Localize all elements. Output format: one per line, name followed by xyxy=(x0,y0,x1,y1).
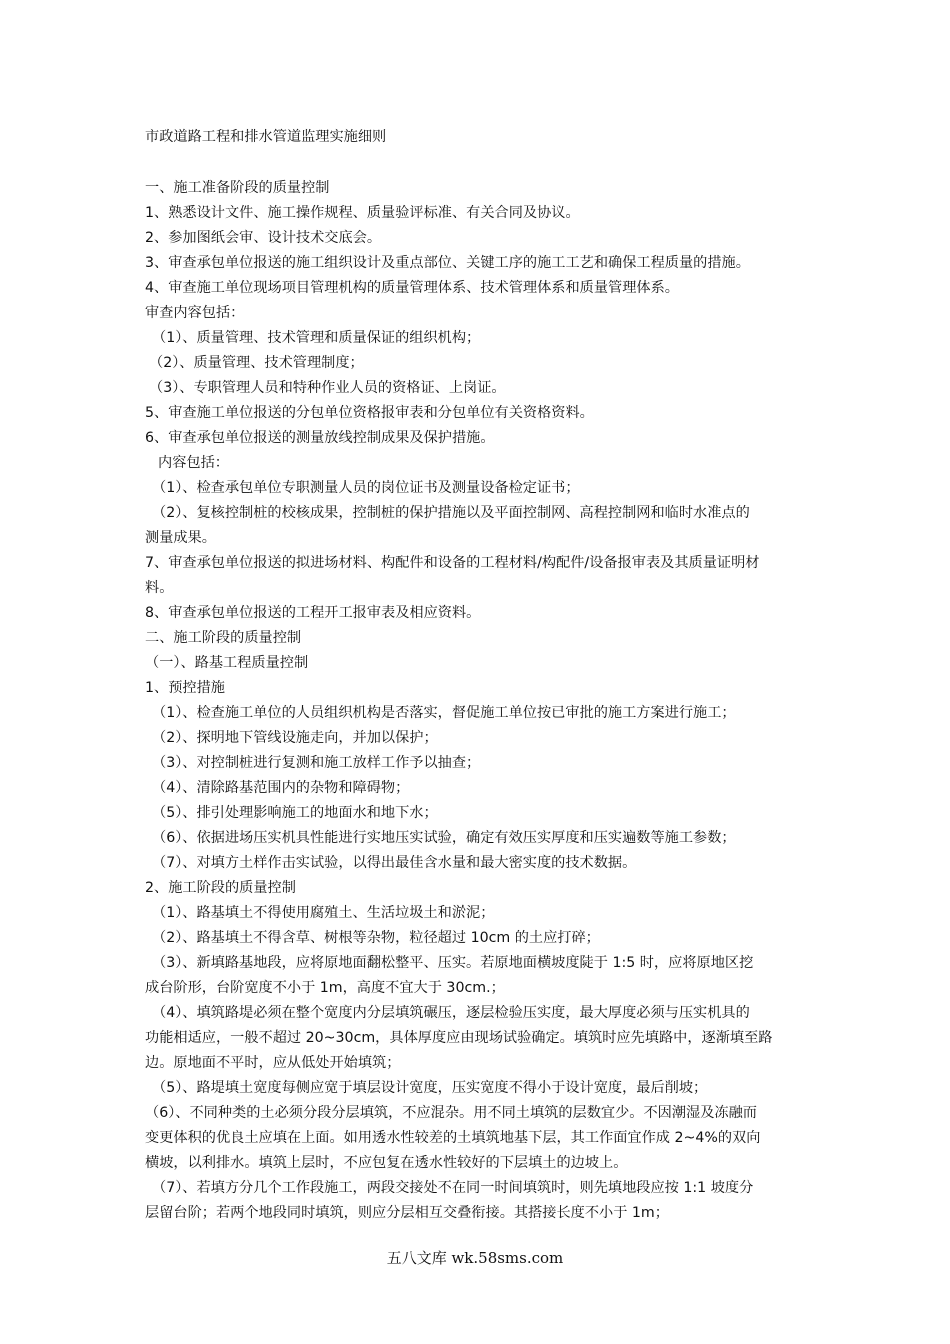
text-line: （5）、路堤填土宽度每侧应宽于填层设计宽度，压实宽度不得小于设计宽度，最后削坡； xyxy=(152,1080,708,1096)
document-title: 市政道路工程和排水管道监理实施细则 xyxy=(145,129,387,145)
text-line: 7、审查承包单位报送的拟进场材料、构配件和设备的工程材料/构配件/设备报审表及其质量证明材 xyxy=(145,555,760,571)
text-line: 变更体积的优良土应填在上面。如用透水性较差的土填筑地基下层，其工作面宜作成 2~4%的双向 xyxy=(145,1130,761,1146)
text-line: 成台阶形，台阶宽度不小于 1m，高度不宜大于 30cm.； xyxy=(145,980,505,996)
text-line: （4）、填筑路堤必须在整个宽度内分层填筑碾压，逐层检验压实度，最大厚度必须与压实机具的 xyxy=(152,1005,750,1021)
text-line: （7）、对填方土样作击实试验，以得出最佳含水量和最大密实度的技术数据。 xyxy=(152,855,637,871)
text-line: 3、审查承包单位报送的施工组织设计及重点部位、关键工序的施工工艺和确保工程质量的措施。 xyxy=(145,255,750,271)
text-line: （1）、路基填土不得使用腐殖土、生活垃圾土和淤泥； xyxy=(152,905,495,921)
text-line: 一、施工准备阶段的质量控制 xyxy=(145,180,330,196)
text-line: 审查内容包括： xyxy=(145,305,245,321)
text-line: 测量成果。 xyxy=(145,530,216,546)
text-line: 6、审查承包单位报送的测量放线控制成果及保护措施。 xyxy=(145,430,495,446)
text-line: 8、审查承包单位报送的工程开工报审表及相应资料。 xyxy=(145,605,481,621)
text-line: （1）、质量管理、技术管理和质量保证的组织机构； xyxy=(152,330,481,346)
text-line: 2、参加图纸会审、设计技术交底会。 xyxy=(145,230,382,246)
text-line: 横坡，以利排水。填筑上层时，不应包复在透水性较好的下层填土的边坡上。 xyxy=(145,1155,628,1171)
text-line: 1、熟悉设计文件、施工操作规程、质量验评标准、有关合同及协议。 xyxy=(145,205,580,221)
text-line: 二、施工阶段的质量控制 xyxy=(145,630,302,646)
text-line: （6）、依据进场压实机具性能进行实地压实试验，确定有效压实厚度和压实遍数等施工参数； xyxy=(152,830,736,846)
text-line: （7）、若填方分几个工作段施工，两段交接处不在同一时间填筑时，则先填地段应按 1:1 坡度分 xyxy=(152,1180,754,1196)
footer-watermark: 五八文库 wk.58sms.com xyxy=(386,1249,564,1267)
text-line: 料。 xyxy=(145,580,174,596)
text-line: 4、审查施工单位现场项目管理机构的质量管理体系、技术管理体系和质量管理体系。 xyxy=(145,280,679,296)
text-line: （1）、检查承包单位专职测量人员的岗位证书及测量设备检定证书； xyxy=(152,480,580,496)
text-line: 层留台阶；若两个地段同时填筑，则应分层相互交叠衔接。其搭接长度不小于 1m； xyxy=(145,1205,669,1221)
text-line: （2）、路基填土不得含草、树根等杂物，粒径超过 10cm 的土应打碎； xyxy=(152,930,600,946)
text-line: 内容包括： xyxy=(158,455,229,471)
text-line: （2）、探明地下管线设施走向，并加以保护； xyxy=(152,730,438,746)
text-line: （6）、不同种类的土必须分段分层填筑，不应混杂。用不同土填筑的层数宜少。不因潮湿及冻融而 xyxy=(145,1105,757,1121)
text-line: （1）、检查施工单位的人员组织机构是否落实，督促施工单位按已审批的施工方案进行施工； xyxy=(152,705,736,721)
text-line: （3）、专职管理人员和特种作业人员的资格证、上岗证。 xyxy=(149,380,506,396)
text-line: 功能相适应，一般不超过 20~30cm，具体厚度应由现场试验确定。填筑时应先填路中，逐渐填至路 xyxy=(145,1030,773,1046)
text-line: 2、施工阶段的质量控制 xyxy=(145,880,296,896)
text-line: （2）、质量管理、技术管理制度； xyxy=(149,355,364,371)
text-line: （5）、排引处理影响施工的地面水和地下水； xyxy=(152,805,438,821)
text-line: （2）、复核控制桩的校核成果，控制桩的保护措施以及平面控制网、高程控制网和临时水准点的 xyxy=(152,505,750,521)
text-line: 1、预控措施 xyxy=(145,680,225,696)
text-line: 5、审查施工单位报送的分包单位资格报审表和分包单位有关资格资料。 xyxy=(145,405,594,421)
text-line: （3）、新填路基地段，应将原地面翻松整平、压实。若原地面横坡度陡于 1:5 时，应将原地区挖 xyxy=(152,955,754,971)
text-line: （4）、清除路基范围内的杂物和障碍物； xyxy=(152,780,410,796)
text-line: （3）、对控制桩进行复测和施工放样工作予以抽查； xyxy=(152,755,481,771)
text-line: （一）、路基工程质量控制 xyxy=(145,655,309,671)
text-line: 边。原地面不平时，应从低处开始填筑； xyxy=(145,1055,401,1071)
